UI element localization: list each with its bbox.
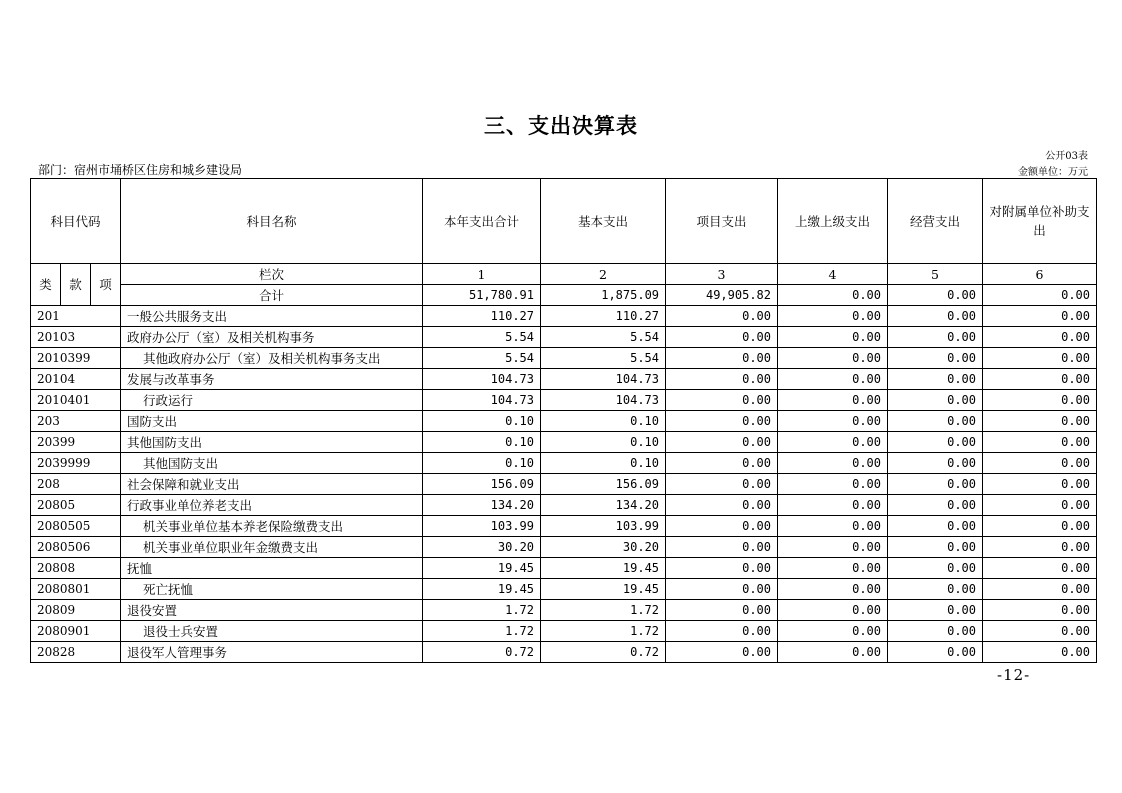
- amount-project: 0.00: [666, 432, 778, 453]
- column-index-row: [31, 264, 1097, 285]
- table-row: [31, 621, 1097, 642]
- col-index-6: 6: [983, 264, 1097, 285]
- amount-business: 0.00: [888, 474, 983, 495]
- amount-total: 156.09: [423, 474, 541, 495]
- department-label: 部门：宿州市埇桥区住房和城乡建设局: [38, 163, 243, 177]
- total-value: 0.00: [888, 285, 983, 306]
- table-row: [31, 495, 1097, 516]
- subject-code: 208: [31, 474, 121, 495]
- col-index-5: 5: [888, 264, 983, 285]
- amount-subsidy: 0.00: [983, 348, 1097, 369]
- amount-project: 0.00: [666, 390, 778, 411]
- subject-name: 退役安置: [121, 600, 423, 621]
- amount-project: 0.00: [666, 621, 778, 642]
- amount-basic: 0.10: [541, 453, 666, 474]
- table-row: [31, 327, 1097, 348]
- amount-business: 0.00: [888, 621, 983, 642]
- col-index-4: 4: [778, 264, 888, 285]
- amount-subsidy: 0.00: [983, 579, 1097, 600]
- page-number: -12-: [997, 666, 1031, 684]
- unit-label: 金额单位：万元: [1018, 167, 1088, 178]
- amount-total: 0.10: [423, 411, 541, 432]
- amount-basic: 1.72: [541, 600, 666, 621]
- amount-superior: 0.00: [778, 327, 888, 348]
- total-row: [31, 285, 1097, 306]
- subject-name: 发展与改革事务: [121, 369, 423, 390]
- amount-superior: 0.00: [778, 558, 888, 579]
- amount-basic: 1.72: [541, 621, 666, 642]
- amount-superior: 0.00: [778, 579, 888, 600]
- header-xiang: 项: [91, 264, 121, 306]
- amount-project: 0.00: [666, 516, 778, 537]
- amount-subsidy: 0.00: [983, 306, 1097, 327]
- amount-project: 0.00: [666, 348, 778, 369]
- page-title: 三、支出决算表: [484, 113, 638, 138]
- subject-name: 机关事业单位基本养老保险缴费支出: [121, 516, 423, 537]
- subject-name: 其他国防支出: [121, 453, 423, 474]
- header-row: [31, 179, 1097, 264]
- subject-name: 退役士兵安置: [121, 621, 423, 642]
- total-value: 0.00: [983, 285, 1097, 306]
- amount-total: 30.20: [423, 537, 541, 558]
- amount-subsidy: 0.00: [983, 642, 1097, 663]
- amount-basic: 19.45: [541, 558, 666, 579]
- total-value: 51,780.91: [423, 285, 541, 306]
- header-total: 本年支出合计: [423, 179, 541, 264]
- amount-subsidy: 0.00: [983, 411, 1097, 432]
- amount-business: 0.00: [888, 369, 983, 390]
- amount-subsidy: 0.00: [983, 600, 1097, 621]
- col-index-1: 1: [423, 264, 541, 285]
- subject-name: 退役军人管理事务: [121, 642, 423, 663]
- table-row: [31, 348, 1097, 369]
- header-name: 科目名称: [121, 179, 423, 264]
- table-row: [31, 558, 1097, 579]
- subject-name: 政府办公厅（室）及相关机构事务: [121, 327, 423, 348]
- amount-basic: 104.73: [541, 390, 666, 411]
- table-row: [31, 453, 1097, 474]
- amount-subsidy: 0.00: [983, 558, 1097, 579]
- total-value: 1,875.09: [541, 285, 666, 306]
- amount-business: 0.00: [888, 516, 983, 537]
- amount-project: 0.00: [666, 537, 778, 558]
- amount-superior: 0.00: [778, 369, 888, 390]
- amount-total: 110.27: [423, 306, 541, 327]
- amount-business: 0.00: [888, 348, 983, 369]
- amount-subsidy: 0.00: [983, 327, 1097, 348]
- amount-superior: 0.00: [778, 600, 888, 621]
- amount-basic: 156.09: [541, 474, 666, 495]
- subject-code: 2080505: [31, 516, 121, 537]
- amount-project: 0.00: [666, 495, 778, 516]
- subject-code: 20399: [31, 432, 121, 453]
- amount-subsidy: 0.00: [983, 474, 1097, 495]
- amount-superior: 0.00: [778, 495, 888, 516]
- table-row: [31, 474, 1097, 495]
- table-row: [31, 306, 1097, 327]
- header-project: 项目支出: [666, 179, 778, 264]
- amount-basic: 0.10: [541, 432, 666, 453]
- amount-superior: 0.00: [778, 306, 888, 327]
- total-value: 0.00: [778, 285, 888, 306]
- subject-code: 2010399: [31, 348, 121, 369]
- amount-project: 0.00: [666, 411, 778, 432]
- subject-name: 行政运行: [121, 390, 423, 411]
- table-row: [31, 369, 1097, 390]
- amount-subsidy: 0.00: [983, 432, 1097, 453]
- subject-code: 20809: [31, 600, 121, 621]
- amount-superior: 0.00: [778, 348, 888, 369]
- subject-name: 其他政府办公厅（室）及相关机构事务支出: [121, 348, 423, 369]
- subject-code: 201: [31, 306, 121, 327]
- amount-superior: 0.00: [778, 453, 888, 474]
- amount-basic: 110.27: [541, 306, 666, 327]
- col-index-2: 2: [541, 264, 666, 285]
- amount-total: 0.10: [423, 453, 541, 474]
- header-code: 科目代码: [31, 179, 121, 264]
- amount-basic: 103.99: [541, 516, 666, 537]
- amount-basic: 5.54: [541, 348, 666, 369]
- table-row: [31, 537, 1097, 558]
- table-row: [31, 579, 1097, 600]
- subject-name: 行政事业单位养老支出: [121, 495, 423, 516]
- subject-name: 抚恤: [121, 558, 423, 579]
- amount-project: 0.00: [666, 558, 778, 579]
- amount-superior: 0.00: [778, 411, 888, 432]
- amount-total: 5.54: [423, 327, 541, 348]
- amount-basic: 5.54: [541, 327, 666, 348]
- amount-total: 1.72: [423, 600, 541, 621]
- total-value: 49,905.82: [666, 285, 778, 306]
- subject-code: 2080901: [31, 621, 121, 642]
- subject-name: 国防支出: [121, 411, 423, 432]
- amount-business: 0.00: [888, 558, 983, 579]
- amount-business: 0.00: [888, 453, 983, 474]
- amount-total: 0.10: [423, 432, 541, 453]
- subject-name: 社会保障和就业支出: [121, 474, 423, 495]
- form-number: 公开03表: [1045, 151, 1088, 162]
- subject-code: 2010401: [31, 390, 121, 411]
- subject-code: 2080801: [31, 579, 121, 600]
- subject-name: 死亡抚恤: [121, 579, 423, 600]
- amount-total: 19.45: [423, 558, 541, 579]
- table-row: [31, 411, 1097, 432]
- amount-superior: 0.00: [778, 516, 888, 537]
- subject-code: 20828: [31, 642, 121, 663]
- amount-basic: 0.72: [541, 642, 666, 663]
- amount-project: 0.00: [666, 369, 778, 390]
- total-label: 合计: [121, 285, 423, 306]
- col-index-3: 3: [666, 264, 778, 285]
- amount-subsidy: 0.00: [983, 390, 1097, 411]
- amount-business: 0.00: [888, 642, 983, 663]
- amount-business: 0.00: [888, 432, 983, 453]
- header-superior: 上缴上级支出: [778, 179, 888, 264]
- amount-project: 0.00: [666, 453, 778, 474]
- amount-subsidy: 0.00: [983, 537, 1097, 558]
- amount-superior: 0.00: [778, 621, 888, 642]
- table-row: [31, 600, 1097, 621]
- subject-code: 2080506: [31, 537, 121, 558]
- amount-business: 0.00: [888, 495, 983, 516]
- subject-code: 2039999: [31, 453, 121, 474]
- subject-name: 一般公共服务支出: [121, 306, 423, 327]
- amount-total: 104.73: [423, 390, 541, 411]
- subject-name: 其他国防支出: [121, 432, 423, 453]
- amount-superior: 0.00: [778, 432, 888, 453]
- amount-business: 0.00: [888, 579, 983, 600]
- expenditure-table: [30, 178, 1097, 663]
- amount-total: 19.45: [423, 579, 541, 600]
- amount-business: 0.00: [888, 411, 983, 432]
- header-business: 经营支出: [888, 179, 983, 264]
- table-row: [31, 432, 1097, 453]
- table-row: [31, 642, 1097, 663]
- subject-code: 20104: [31, 369, 121, 390]
- amount-subsidy: 0.00: [983, 495, 1097, 516]
- amount-business: 0.00: [888, 327, 983, 348]
- amount-superior: 0.00: [778, 390, 888, 411]
- amount-total: 134.20: [423, 495, 541, 516]
- amount-basic: 0.10: [541, 411, 666, 432]
- amount-total: 103.99: [423, 516, 541, 537]
- amount-project: 0.00: [666, 600, 778, 621]
- subject-code: 203: [31, 411, 121, 432]
- header-kuan: 款: [61, 264, 91, 306]
- table-body: [31, 306, 1097, 663]
- amount-project: 0.00: [666, 306, 778, 327]
- subject-name: 机关事业单位职业年金缴费支出: [121, 537, 423, 558]
- amount-basic: 30.20: [541, 537, 666, 558]
- header-subsidy: 对附属单位补助支出: [983, 179, 1097, 264]
- table-row: [31, 516, 1097, 537]
- amount-business: 0.00: [888, 537, 983, 558]
- amount-subsidy: 0.00: [983, 453, 1097, 474]
- amount-basic: 19.45: [541, 579, 666, 600]
- amount-project: 0.00: [666, 327, 778, 348]
- amount-business: 0.00: [888, 390, 983, 411]
- subject-code: 20103: [31, 327, 121, 348]
- header-lei: 类: [31, 264, 61, 306]
- header-basic: 基本支出: [541, 179, 666, 264]
- amount-subsidy: 0.00: [983, 369, 1097, 390]
- subject-code: 20808: [31, 558, 121, 579]
- amount-total: 5.54: [423, 348, 541, 369]
- table-row: [31, 390, 1097, 411]
- amount-superior: 0.00: [778, 474, 888, 495]
- amount-project: 0.00: [666, 474, 778, 495]
- subject-code: 20805: [31, 495, 121, 516]
- amount-superior: 0.00: [778, 642, 888, 663]
- amount-basic: 134.20: [541, 495, 666, 516]
- amount-subsidy: 0.00: [983, 516, 1097, 537]
- amount-total: 0.72: [423, 642, 541, 663]
- amount-total: 1.72: [423, 621, 541, 642]
- amount-superior: 0.00: [778, 537, 888, 558]
- amount-total: 104.73: [423, 369, 541, 390]
- amount-project: 0.00: [666, 579, 778, 600]
- amount-subsidy: 0.00: [983, 621, 1097, 642]
- amount-business: 0.00: [888, 306, 983, 327]
- lanci-label: 栏次: [121, 264, 423, 285]
- amount-basic: 104.73: [541, 369, 666, 390]
- amount-project: 0.00: [666, 642, 778, 663]
- amount-business: 0.00: [888, 600, 983, 621]
